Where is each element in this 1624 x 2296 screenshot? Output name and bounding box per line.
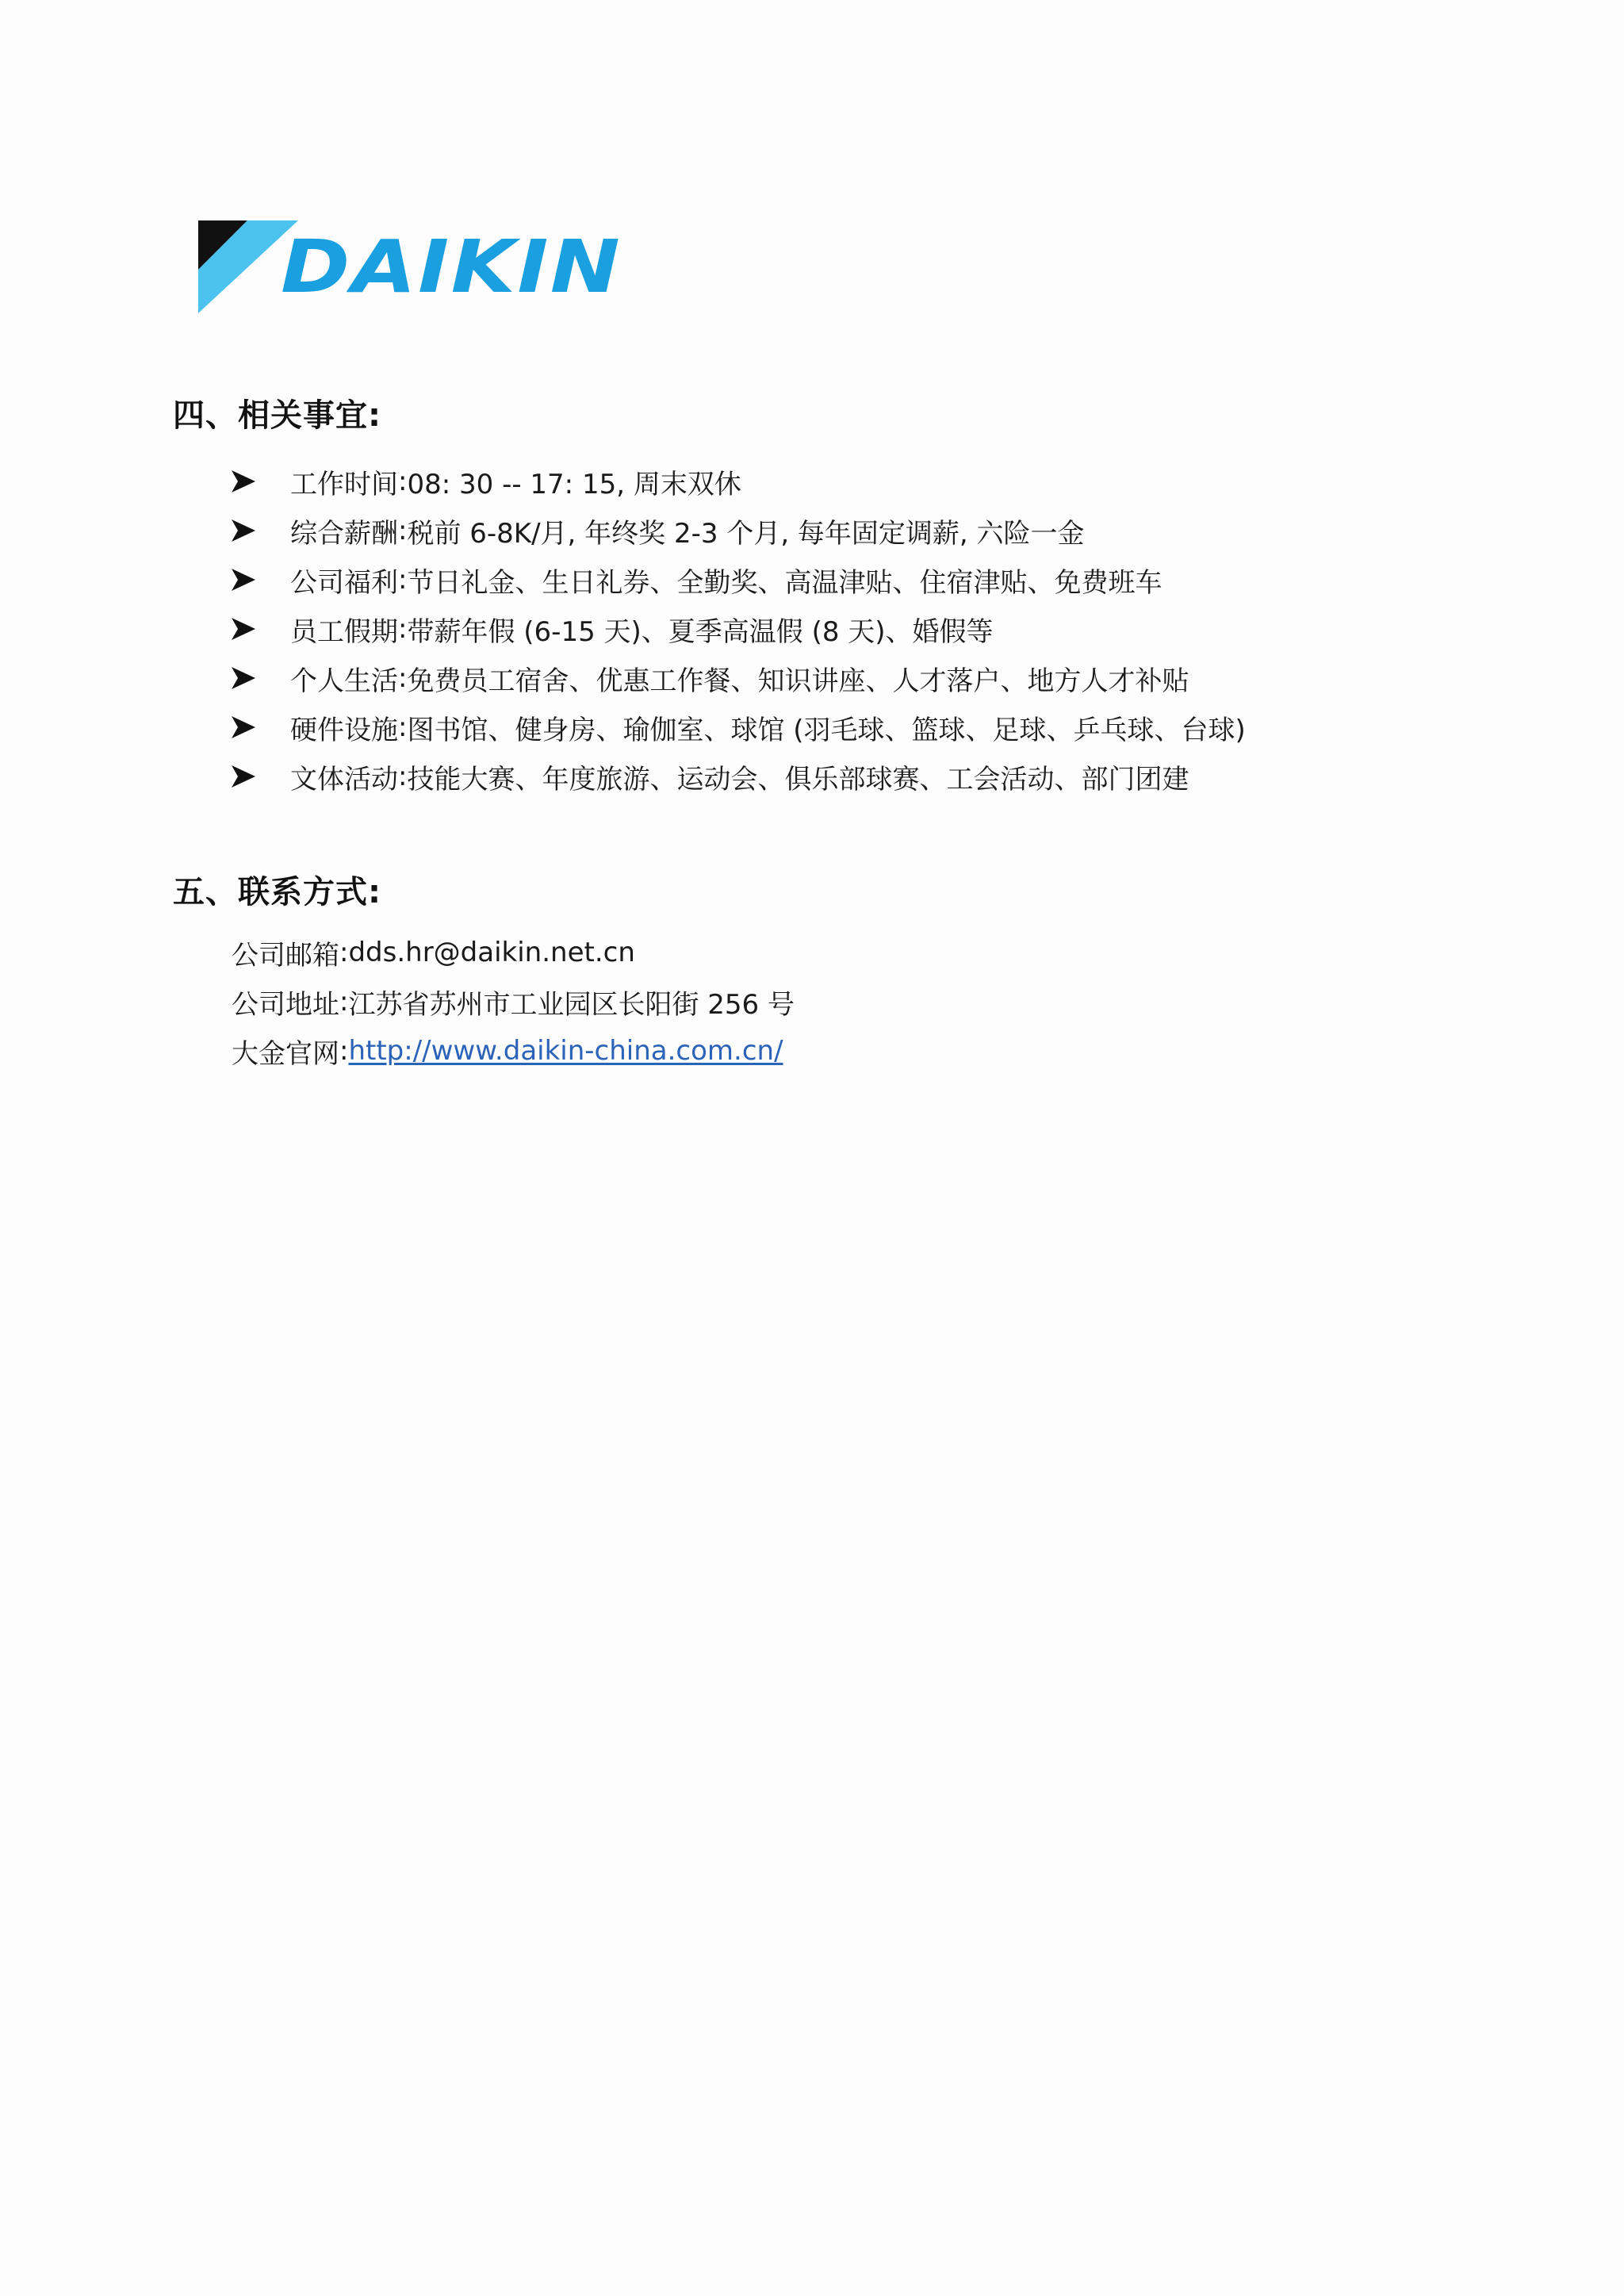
item-separator: : — [398, 466, 408, 497]
list-item — [232, 506, 1246, 555]
svg-text:DAIKIN: DAIKIN — [281, 224, 622, 309]
arrow-bullet-icon — [232, 519, 290, 542]
item-label: 综合薪酬 — [290, 517, 398, 550]
item-value: 税前 6-8K/月, 年终奖 2-3 个月, 每年固定调薪, 六险一金 — [407, 517, 1085, 550]
arrow-bullet-icon — [232, 765, 290, 788]
benefits-list — [232, 457, 1246, 801]
contact-separator: : — [339, 986, 349, 1018]
item-separator: : — [398, 613, 408, 645]
item-value: 节日礼金、生日礼券、全勤奖、高温津贴、住宿津贴、免费班车 — [407, 566, 1162, 599]
item-label: 工作时间 — [290, 468, 398, 500]
list-item — [232, 654, 1246, 703]
contact-email-row — [232, 928, 795, 977]
arrow-bullet-icon — [232, 569, 290, 591]
item-value: 08: 30 -- 17: 15, 周末双休 — [407, 468, 741, 500]
item-value: 图书馆、健身房、瑜伽室、球馆 (羽毛球、篮球、足球、乒乓球、台球) — [407, 714, 1246, 746]
daikin-logo-graphic — [198, 214, 626, 313]
item-value: 带薪年假 (6-15 天)、夏季高温假 (8 天)、婚假等 — [407, 615, 994, 648]
item-separator: : — [398, 564, 408, 596]
arrow-bullet-icon — [232, 618, 290, 640]
item-separator: : — [398, 662, 408, 694]
contact-website-row — [232, 1026, 795, 1075]
item-label: 公司福利 — [290, 566, 398, 599]
arrow-bullet-icon — [232, 667, 290, 689]
contact-separator: : — [339, 937, 349, 968]
contact-email-label: 公司邮箱 — [232, 939, 339, 972]
item-separator: : — [398, 515, 408, 546]
item-label: 员工假期 — [290, 615, 398, 648]
contact-address-value: 江苏省苏州市工业园区长阳街 256 号 — [348, 988, 795, 1021]
list-item — [232, 752, 1246, 801]
contact-list — [232, 928, 795, 1075]
contact-website-label: 大金官网 — [232, 1037, 339, 1070]
item-separator: : — [398, 711, 408, 743]
daikin-logo — [198, 214, 626, 313]
item-label: 文体活动 — [290, 763, 398, 795]
arrow-bullet-icon — [232, 470, 290, 493]
list-item — [232, 457, 1246, 506]
item-value: 免费员工宿舍、优惠工作餐、知识讲座、人才落户、地方人才补贴 — [407, 665, 1189, 697]
section-heading-benefits: 四、相关事宜: — [173, 397, 381, 434]
list-item — [232, 604, 1246, 654]
contact-address-label: 公司地址 — [232, 988, 339, 1021]
item-separator: : — [398, 761, 408, 792]
list-item — [232, 555, 1246, 604]
item-label: 个人生活 — [290, 665, 398, 697]
website-link[interactable]: http://www.daikin-china.com.cn/ — [348, 1035, 783, 1067]
arrow-bullet-icon — [232, 716, 290, 738]
contact-email-value: dds.hr@daikin.net.cn — [348, 937, 635, 968]
list-item — [232, 703, 1246, 752]
item-label: 硬件设施 — [290, 714, 398, 746]
contact-address-row — [232, 977, 795, 1026]
item-value: 技能大赛、年度旅游、运动会、俱乐部球赛、工会活动、部门团建 — [407, 763, 1189, 795]
section-heading-contact: 五、联系方式: — [173, 874, 381, 910]
contact-separator: : — [339, 1035, 349, 1067]
